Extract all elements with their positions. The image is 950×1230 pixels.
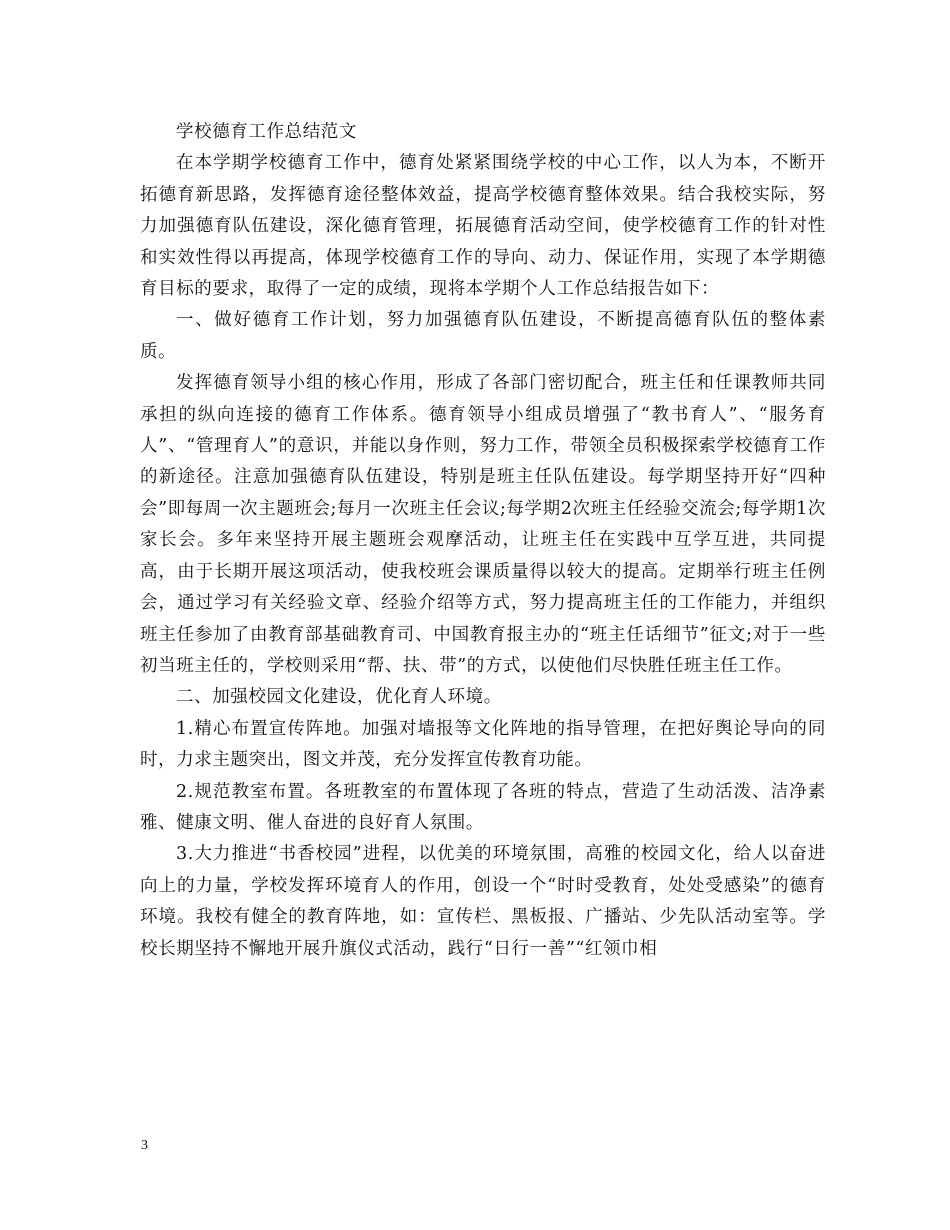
list-item-3: 3.大力推进“书香校园”进程，以优美的环境氛围，高雅的校园文化，给人以奋进向上的力量，学校发挥环境育人的作用，创设一个“时时受教育，处处受感染”的德育环境。我校有健全的教育阵地，如：宣传栏、黑板报、广播站、少先队活动室等。学校长期坚持不懈地开展升旗仪式活动，践行“日行一善”“红领巾相 [140, 844, 826, 959]
list-item-2: 2.规范教室布置。各班教室的布置体现了各班的特点，营造了生动活泼、洁净素雅、健康文明、催人奋进的良好育人氛围。 [140, 781, 826, 833]
paragraph-intro: 在本学期学校德育工作中，德育处紧紧围绕学校的中心工作，以人为本，不断开拓德育新思路，发挥德育途径整体效益，提高学校德育整体效果。结合我校实际，努力加强德育队伍建设，深化德育管理，拓展德育活动空间，使学校德育工作的针对性和实效性得以再提高，体现学校德育工作的导向、动力、保证作用，实现了本学期德育目标的要求，取得了一定的成绩，现将本学期个人工作总结报告如下： [140, 153, 826, 300]
list-item-1: 1.精心布置宣传阵地。加强对墙报等文化阵地的指导管理，在把好舆论导向的同时，力求主题突出，图文并茂，充分发挥宣传教育功能。 [140, 718, 826, 771]
document-title: 学校德育工作总结范文 [176, 122, 357, 142]
heading-section-1: 一、做好德育工作计划，努力加强德育队伍建设，不断提高德育队伍的整体素质。 [140, 310, 826, 362]
paragraph-section-1: 发挥德育领导小组的核心作用，形成了各部门密切配合，班主任和任课教师共同承担的纵向连接的德育工作体系。德育领导小组成员增强了“教书育人”、“服务育人”、“管理育人”的意识，并能以身作则，努力工作，带领全员积极探索学校德育工作的新途径。注意加强德育队伍建设，特别是班主任队伍建设。每学期坚持开好“四种会”即每周一次主题班会;每月一次班主任会议;每学期2次班主任经验交流会;每学期1次家长会。多年来坚持开展主题班会观摩活动，让班主任在实践中互学互进，共同提高，由于长期开展这项活动，使我校班会课质量得以较大的提高。定期举行班主任例会，通过学习有关经验文章、经验介绍等方式，努力提高班主任的工作能力，并组织班主任参加了由教育部基础教育司、中国教育报主办的“班主任话细节”征文;对于一些初当班主任的，学校则采用“帮、扶、带”的方式，以使他们尽快胜任班主任工作。 [140, 373, 826, 676]
heading-section-2: 二、加强校园文化建设，优化育人环境。 [176, 687, 502, 708]
page-number: 3 [141, 1138, 148, 1153]
document-body [140, 117, 826, 965]
